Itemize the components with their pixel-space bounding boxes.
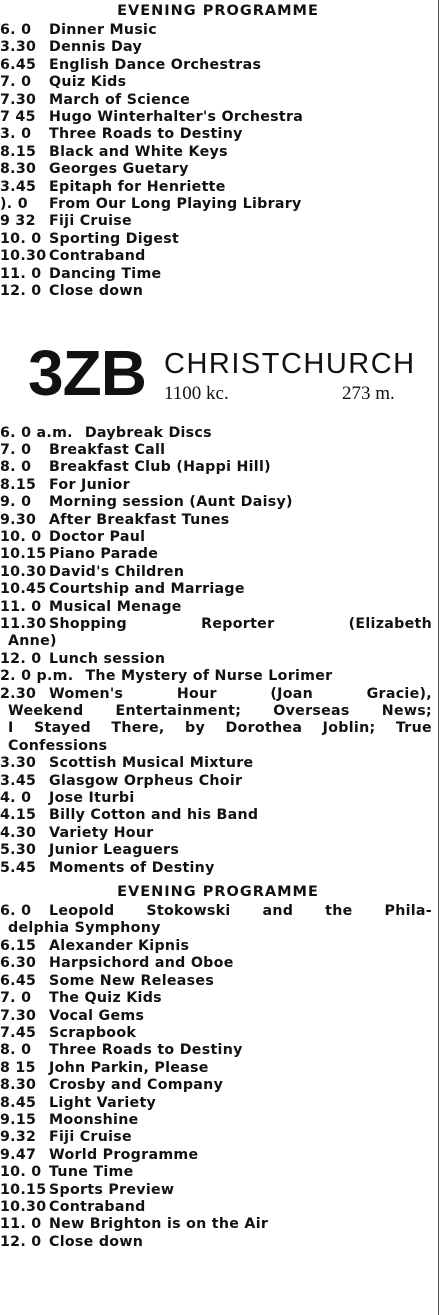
listing-program: Breakfast Club (Happi Hill) bbox=[49, 459, 271, 476]
listing-time: 6.45 bbox=[0, 56, 37, 73]
listing-row bbox=[0, 1112, 436, 1129]
listing-time: 9.30 bbox=[0, 511, 37, 528]
listing-time: 4.15 bbox=[0, 807, 37, 824]
listing-program: Leopold Stokowski and the Phila- bbox=[49, 903, 432, 920]
listing-row bbox=[0, 74, 436, 91]
top-evening-heading: EVENING PROGRAMME bbox=[117, 3, 319, 19]
listing-time: 11. 0 bbox=[0, 598, 42, 615]
listing-program: Courtship and Marriage bbox=[49, 581, 245, 598]
listing-time: 7 45 bbox=[0, 109, 36, 126]
listing-program: Contraband bbox=[49, 1198, 146, 1215]
listing-time: 6. 0 bbox=[0, 22, 32, 38]
listing-row bbox=[0, 283, 436, 300]
listing-row bbox=[0, 807, 436, 824]
listing-time: 5.30 bbox=[0, 842, 37, 859]
listing-time: 9.32 bbox=[0, 1129, 37, 1146]
listing-row bbox=[0, 179, 436, 196]
listing-row bbox=[0, 494, 436, 511]
listing-time: 10.30 bbox=[0, 563, 47, 580]
listing-program: Tune Time bbox=[49, 1164, 134, 1181]
listing-row bbox=[0, 825, 436, 842]
listing-program: Crosby and Company bbox=[49, 1077, 224, 1094]
listing-row bbox=[0, 564, 436, 581]
listing-continuation: Confessions bbox=[8, 737, 108, 754]
listing-program: Lunch session bbox=[49, 650, 166, 667]
listing-row bbox=[0, 266, 436, 283]
listing-row bbox=[0, 529, 436, 546]
listing-time: 8.30 bbox=[0, 1077, 37, 1094]
listing-program: Dancing Time bbox=[49, 265, 162, 282]
listing-time: 3.45 bbox=[0, 178, 37, 195]
listing-program: Junior Leaguers bbox=[49, 842, 180, 859]
listing-row bbox=[0, 755, 436, 772]
column-rule bbox=[438, 0, 439, 1315]
listing-program: After Breakfast Tunes bbox=[49, 511, 230, 528]
listing-continuation: I Stayed There, by Dorothea Joblin; True bbox=[8, 720, 432, 737]
listing-time: 9 32 bbox=[0, 213, 36, 230]
listing-time: 8.45 bbox=[0, 1094, 37, 1111]
listing-row bbox=[0, 860, 436, 877]
listing-time: 7.30 bbox=[0, 91, 37, 108]
listing-program: Georges Guetary bbox=[49, 161, 189, 178]
listing-program: Doctor Paul bbox=[49, 528, 146, 545]
listing-continuation: Anne) bbox=[8, 633, 57, 650]
listing-program: Breakfast Call bbox=[49, 441, 166, 458]
station-frequency: 1100 kc. bbox=[164, 382, 229, 404]
top-schedule bbox=[0, 22, 436, 301]
station-header bbox=[0, 333, 436, 425]
listing-row bbox=[0, 546, 436, 563]
listing-time: 3.45 bbox=[0, 772, 37, 789]
listing-row bbox=[0, 1008, 436, 1025]
listing-time: 8. 0 bbox=[0, 459, 32, 476]
listing-time: 4. 0 bbox=[0, 790, 32, 807]
listing-time: 9. 0 bbox=[0, 494, 32, 511]
listing-row bbox=[0, 599, 436, 616]
listing-program: Dennis Day bbox=[49, 39, 143, 56]
listing-row bbox=[0, 477, 436, 494]
listing-time: 10.30 bbox=[0, 1198, 47, 1215]
listing-time: 7. 0 bbox=[0, 441, 32, 458]
listing-program: Harpsichord and Oboe bbox=[49, 955, 234, 972]
listing-row bbox=[0, 790, 436, 807]
listing-row bbox=[0, 1164, 436, 1181]
listing-time: 6. 0 bbox=[0, 903, 32, 920]
listing-row bbox=[0, 1234, 436, 1251]
listing-row bbox=[0, 39, 436, 56]
listing-program: Epitaph for Henriette bbox=[49, 178, 226, 195]
listing-program: Close down bbox=[49, 283, 144, 300]
listing-row bbox=[0, 1199, 436, 1216]
listing-row bbox=[0, 459, 436, 476]
listing-row bbox=[0, 196, 436, 213]
listing-time: 8.30 bbox=[0, 161, 37, 178]
listing-time: 2.30 bbox=[0, 685, 37, 702]
station-wavelength: 273 m. bbox=[342, 382, 395, 404]
listing-program: Three Roads to Destiny bbox=[49, 126, 243, 143]
listing-time: 11. 0 bbox=[0, 1216, 42, 1233]
listing-time: 11. 0 bbox=[0, 265, 42, 282]
evening-schedule bbox=[0, 903, 436, 1251]
listing-row bbox=[0, 842, 436, 859]
listing-row bbox=[0, 990, 436, 1007]
listing-time: 3.30 bbox=[0, 39, 37, 56]
listing-program: Some New Releases bbox=[49, 972, 215, 989]
listing-time: 6.15 bbox=[0, 937, 37, 954]
listing-row bbox=[0, 425, 436, 442]
listing-row bbox=[0, 973, 436, 990]
listing-row bbox=[0, 903, 436, 920]
listing-program: Sporting Digest bbox=[49, 230, 180, 247]
listing-program: Musical Menage bbox=[49, 598, 182, 615]
listing-time: 6. 0 a.m. bbox=[0, 424, 73, 441]
listing-row bbox=[0, 248, 436, 265]
listing-time: 7. 0 bbox=[0, 990, 32, 1007]
listing-program: Jose Iturbi bbox=[49, 790, 135, 807]
listing-row bbox=[0, 1095, 436, 1112]
listing-program: Scrapbook bbox=[49, 1024, 137, 1041]
listing-program: March of Science bbox=[49, 91, 191, 108]
listing-time: 7.30 bbox=[0, 1007, 37, 1024]
listing-row bbox=[0, 686, 436, 703]
listing-row bbox=[0, 1077, 436, 1094]
listing-time: 9.15 bbox=[0, 1111, 37, 1128]
listing-row bbox=[0, 126, 436, 143]
listing-time: 8. 0 bbox=[0, 1042, 32, 1059]
listing-row bbox=[0, 442, 436, 459]
listing-time: 3.30 bbox=[0, 755, 37, 772]
listing-program: Contraband bbox=[49, 248, 146, 265]
listing-program: Vocal Gems bbox=[49, 1007, 145, 1024]
listing-program: Billy Cotton and his Band bbox=[49, 807, 259, 824]
listing-program: The Quiz Kids bbox=[49, 990, 162, 1007]
listing-time: 2. 0 p.m. bbox=[0, 668, 74, 685]
listing-time: 3. 0 bbox=[0, 126, 32, 143]
listing-program: Sports Preview bbox=[49, 1181, 175, 1198]
listing-row bbox=[0, 581, 436, 598]
listing-program: English Dance Orchestras bbox=[49, 56, 262, 73]
listing-time: 8.15 bbox=[0, 143, 37, 160]
listing-program: Morning session (Aunt Daisy) bbox=[49, 494, 293, 511]
listing-program: From Our Long Playing Library bbox=[49, 196, 302, 213]
listing-continuation: Weekend Entertainment; Overseas News; bbox=[8, 703, 432, 719]
listing-time: 10.30 bbox=[0, 248, 47, 265]
day-schedule bbox=[0, 425, 436, 878]
listing-row bbox=[0, 161, 436, 178]
listing-program: Quiz Kids bbox=[49, 74, 127, 91]
listing-program: Light Variety bbox=[49, 1094, 157, 1111]
listing-program: Variety Hour bbox=[49, 824, 154, 841]
evening-heading: EVENING PROGRAMME bbox=[117, 884, 319, 901]
listing-program: World Programme bbox=[49, 1146, 199, 1163]
listing-row bbox=[0, 1060, 436, 1077]
listing-program: Alexander Kipnis bbox=[49, 937, 190, 954]
listing-program: Fiji Cruise bbox=[49, 1129, 132, 1146]
listing-time: 11.30 bbox=[0, 615, 47, 632]
listing-program: Daybreak Discs bbox=[84, 424, 212, 441]
listing-program: Moonshine bbox=[49, 1111, 139, 1128]
listing-row bbox=[0, 955, 436, 972]
listing-row bbox=[0, 1182, 436, 1199]
listing-program: Glasgow Orpheus Choir bbox=[49, 772, 243, 789]
listing-time: 10.15 bbox=[0, 1181, 47, 1198]
listing-time: 12. 0 bbox=[0, 283, 42, 300]
listing-time: 6.45 bbox=[0, 972, 37, 989]
listing-time: 6.30 bbox=[0, 955, 37, 972]
listing-row bbox=[0, 144, 436, 161]
listing-row bbox=[0, 1129, 436, 1146]
listing-time: 7. 0 bbox=[0, 74, 32, 91]
station-city: CHRISTCHURCH bbox=[164, 347, 416, 380]
listing-continuation: delphia Symphony bbox=[8, 920, 161, 937]
listing-time: 9.47 bbox=[0, 1146, 37, 1163]
listing-row bbox=[0, 668, 436, 685]
listing-program: For Junior bbox=[49, 476, 130, 493]
listing-time: 7.45 bbox=[0, 1024, 37, 1041]
listing-time: 10. 0 bbox=[0, 1164, 42, 1181]
listing-row bbox=[0, 1025, 436, 1042]
listing-row bbox=[0, 1042, 436, 1059]
listing-time: 10. 0 bbox=[0, 528, 42, 545]
listing-program: David's Children bbox=[49, 563, 185, 580]
listing-program: Dinner Music bbox=[49, 22, 157, 38]
listing-row bbox=[0, 1147, 436, 1164]
listing-program: John Parkin, Please bbox=[49, 1059, 209, 1076]
listing-program: Close down bbox=[49, 1233, 144, 1250]
listing-row bbox=[0, 22, 436, 39]
listing-row bbox=[0, 512, 436, 529]
listing-time: ). 0 bbox=[0, 196, 28, 213]
listing-program: Women's Hour (Joan Gracie), bbox=[49, 685, 432, 702]
listing-row bbox=[0, 616, 436, 633]
listing-row bbox=[0, 773, 436, 790]
listing-row bbox=[0, 57, 436, 74]
listing-row bbox=[0, 109, 436, 126]
listing-program: Black and White Keys bbox=[49, 143, 228, 160]
listing-time: 8.15 bbox=[0, 476, 37, 493]
listing-row bbox=[0, 92, 436, 109]
listing-row bbox=[0, 1216, 436, 1233]
station-call-sign: 3ZB bbox=[28, 336, 146, 409]
listing-row bbox=[0, 231, 436, 248]
listing-time: 10.15 bbox=[0, 546, 47, 563]
listing-program: The Mystery of Nurse Lorimer bbox=[85, 668, 333, 685]
listing-row bbox=[0, 651, 436, 668]
listing-program: Shopping Reporter (Elizabeth bbox=[49, 615, 432, 632]
listing-time: 4.30 bbox=[0, 824, 37, 841]
listing-program: New Brighton is on the Air bbox=[49, 1216, 269, 1233]
listing-time: 5.45 bbox=[0, 859, 37, 876]
listing-time: 8 15 bbox=[0, 1059, 36, 1076]
listing-program: Hugo Winterhalter's Orchestra bbox=[49, 109, 304, 126]
listing-program: Moments of Destiny bbox=[49, 859, 215, 876]
listing-time: 10. 0 bbox=[0, 230, 42, 247]
listing-time: 10.45 bbox=[0, 581, 47, 598]
listing-row bbox=[0, 213, 436, 230]
listing-row bbox=[0, 938, 436, 955]
listing-program: Fiji Cruise bbox=[49, 213, 132, 230]
listing-program: Three Roads to Destiny bbox=[49, 1042, 243, 1059]
listing-time: 12. 0 bbox=[0, 1233, 42, 1250]
listing-time: 12. 0 bbox=[0, 650, 42, 667]
listing-program: Scottish Musical Mixture bbox=[49, 755, 254, 772]
listing-program: Piano Parade bbox=[49, 546, 159, 563]
